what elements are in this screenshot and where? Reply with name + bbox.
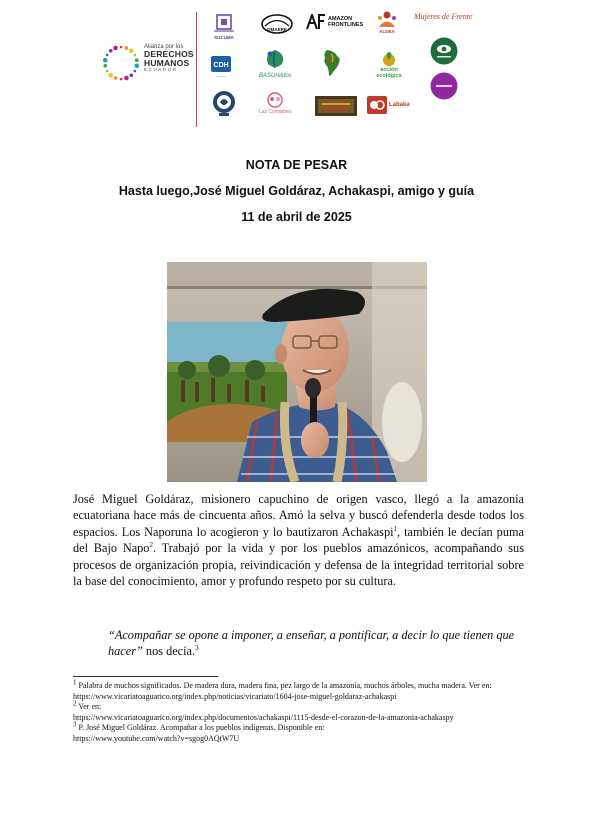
footnote-separator [73, 676, 218, 677]
ring-dot [103, 64, 107, 68]
omaere-caption: OMAERE [267, 27, 287, 32]
purple-circle-logo [430, 72, 458, 100]
ring-dot [106, 70, 109, 73]
cdh-logo: CDH ——— [210, 55, 232, 78]
paragraph-text-1: José Miguel Goldáraz, misionero capuchino de origen vasco, llegó a la amazonía ecuatoriana hace más de cincuenta años. Amó la selva y buscó defenderla desde todos los espacios. Los Naporuna lo acogieron y lo bautizaron Achakaspi [73, 492, 524, 539]
footnote-number: 2 [73, 699, 77, 708]
purple-circle-icon [430, 72, 458, 100]
aldea-figure-icon [374, 10, 400, 28]
eye-circle-icon [430, 37, 458, 65]
mujeres-de-frente-logo [414, 12, 473, 21]
alliance-line3: HUMANOS [144, 57, 190, 68]
sucuma-emblem-icon [211, 14, 237, 34]
ring-dot [106, 54, 109, 57]
alliance-logo [100, 40, 192, 92]
portrait-photo [167, 262, 427, 482]
sprout-icon [379, 51, 399, 67]
footnote-number: 1 [73, 678, 77, 687]
wooden-sign-icon [315, 96, 357, 116]
footnotes [73, 678, 528, 745]
body-paragraph [73, 491, 524, 589]
comadres-emblem-icon [264, 92, 286, 108]
alliance-line4: ECUADOR [144, 67, 178, 72]
ring-dot [108, 73, 113, 78]
footnote-text: P. José Miguel Goldáraz. Acompañar a los pueblos indígenas. Disponible en: [76, 723, 325, 733]
footnote-1 [73, 678, 528, 702]
paragraph-text-3: . Trabajó por la vida y por los pueblos amazónicos, acompañando sus procesos de organización propia, reivindicación y defensa de la integridad territorial sobre la base del conocimiento, amor y profundo respeto por su cultura. [73, 541, 524, 589]
dot-ring-icon [100, 42, 142, 84]
ring-dot [113, 46, 118, 51]
ring-dot [129, 48, 134, 53]
footnote-link[interactable]: https://www.youtube.com/watch?v=sgog0AQtW7U [73, 733, 240, 743]
ring-dot [129, 73, 133, 77]
continent-map-icon [317, 48, 347, 78]
basuras-logo [259, 48, 292, 79]
aldea-caption: ALDEA [379, 29, 395, 34]
quote-block [108, 627, 528, 660]
footnote-3 [73, 720, 528, 744]
labaka-logo [367, 96, 410, 114]
accion-ecologica-logo [374, 51, 404, 79]
footnote-text: Ver en: [76, 702, 102, 712]
ring-dot [114, 76, 118, 80]
ring-dot [125, 46, 129, 50]
footnote-text: Palabra de muchos significados. De madera dura, madera fina, pez largo de la amazonía, muchos árboles, mucha madera. Ver en: [76, 681, 492, 690]
ring-dot [120, 46, 123, 49]
amazon-frontlines-logo [306, 14, 362, 30]
labaka-emblem-icon [367, 96, 387, 114]
footnote-ref-2[interactable]: 2 [149, 541, 153, 550]
wooden-sign-logo [315, 96, 357, 116]
footnote-link[interactable]: https://www.vicariatoaguarico.org/index.php/documentos/achakaspi/1115-desde-el-corazon-de-la-amazonia-achakaspy [73, 712, 454, 722]
aldea-logo [374, 10, 400, 34]
leaf-emblem-icon [262, 48, 288, 72]
mujeres-de-frente-caption: Mujeres de Frente [414, 12, 473, 21]
cdh-emblem-icon [210, 55, 232, 73]
ring-dot [134, 63, 139, 68]
footnote-link[interactable]: https://www.vicariatoaguarico.org/index.php/noticias/vicariato/1604-jose-miguel-goldaraz-achakaspi [73, 691, 397, 701]
document-title: NOTA DE PESAR [245, 158, 348, 172]
las-comadres-caption: Las Comadres [259, 109, 292, 115]
alliance-line1: Alianza por los [144, 44, 184, 50]
ring-dot [103, 58, 108, 63]
labaka-caption: Labaka [389, 102, 410, 108]
ring-dot [134, 70, 137, 73]
footnote-2 [73, 699, 528, 723]
quote-text: “Acompañar se opone a imponer, a enseñar, a pontificar, a decir lo que tienen que hacer” [108, 628, 515, 659]
document-date: 11 de abril de 2025 [241, 210, 352, 224]
footnote-ref-3[interactable]: 3 [195, 644, 199, 653]
omaere-logo [260, 13, 294, 32]
basuras-caption: BASUreidos [259, 73, 292, 79]
alliance-line2: DERECHOS [144, 49, 194, 59]
footnote-number: 3 [73, 720, 77, 729]
green-eye-logo [430, 37, 458, 65]
ring-dot [124, 76, 129, 81]
af-mark-icon [306, 14, 326, 30]
footnote-ref-1[interactable]: 1 [393, 524, 398, 533]
sucuma-logo [211, 14, 237, 40]
paragraph-text-2: , también le decían puma del Bajo Napo [73, 524, 524, 556]
latin-america-map-logo [317, 48, 347, 78]
quote-tail: nos decía. [142, 644, 196, 659]
ring-dot [109, 49, 113, 53]
amazon-frontlines-caption: AMAZON FRONTLINES [328, 16, 364, 28]
ring-dot [134, 54, 137, 57]
las-comadres-logo [259, 92, 292, 115]
cdh-caption: CDH [213, 62, 229, 69]
seal-emblem-icon [211, 90, 237, 116]
ring-dot [135, 58, 139, 62]
accion-ecologica-caption: acción ecológica [376, 67, 402, 79]
sucuma-caption: SUCUMA [214, 35, 234, 40]
document-subtitle: Hasta luego,José Miguel Goldáraz, Achakaspi, amigo y guía [118, 184, 475, 198]
seal-logo [211, 90, 237, 116]
ring-dot [120, 78, 123, 81]
header-divider [196, 12, 197, 127]
